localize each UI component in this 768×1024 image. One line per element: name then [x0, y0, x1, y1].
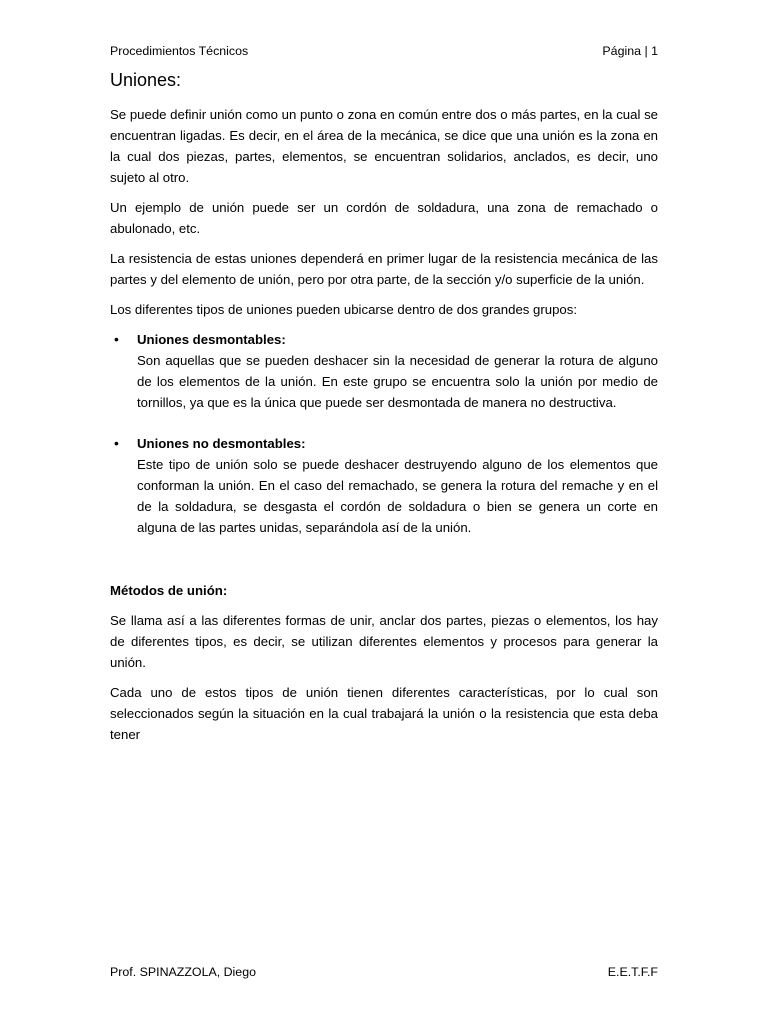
list-item-title: Uniones no desmontables: — [137, 436, 306, 451]
paragraph-definition: Se puede definir unión como un punto o zona en común entre dos o más partes, en la cual se encuentran ligadas. Es decir, en el área de la mecánica, se dice que una unión es la zona en la cual dos piezas, partes, elementos, se encuentran solidarios, anclados, es decir, uno sujeto al otro. — [110, 107, 658, 185]
list-item-desmontables — [110, 329, 658, 413]
list-item-text: Este tipo de unión solo se puede deshacer destruyendo alguno de los elementos que conforman la unión. En el caso del remachado, se genera la rotura del remache y en el de la soldadura, se desgasta el cordón de soldadura o bien se genera un corte en alguna de las partes unidas, separándola así de la unión. — [137, 457, 658, 535]
header-page-number: Página | 1 — [602, 44, 658, 58]
list-item-title: Uniones desmontables: — [137, 332, 286, 347]
header-document-title: Procedimientos Técnicos — [110, 44, 249, 58]
paragraph-example: Un ejemplo de unión puede ser un cordón de soldadura, una zona de remachado o abulonado, etc. — [110, 200, 658, 236]
page-header — [110, 43, 658, 59]
footer-school: E.E.T.F.F — [607, 965, 658, 979]
bullet-icon: • — [114, 435, 119, 451]
document-body — [110, 68, 658, 754]
paragraph-methods-definition: Se llama así a las diferentes formas de unir, anclar dos partes, piezas o elementos, los hay de diferentes tipos, es decir, se utilizan diferentes elementos y procesos para generar la unión. — [110, 613, 658, 670]
section-heading-methods: Métodos de unión: — [110, 583, 228, 598]
paragraph-methods-characteristics: Cada uno de estos tipos de unión tienen diferentes características, por lo cual son seleccionados según la situación en la cual trabajará la unión o la resistencia que esta deba tener — [110, 685, 658, 742]
union-types-list — [110, 329, 658, 538]
paragraph-groups-intro: Los diferentes tipos de uniones pueden ubicarse dentro de dos grandes grupos: — [110, 302, 578, 317]
page-footer — [110, 964, 658, 980]
page-title: Uniones: — [110, 70, 182, 90]
footer-author: Prof. SPINAZZOLA, Diego — [110, 965, 256, 979]
list-item-no-desmontables — [110, 433, 658, 538]
bullet-icon: • — [114, 331, 119, 347]
list-item-text: Son aquellas que se pueden deshacer sin la necesidad de generar la rotura de alguno de los elementos de la unión. En este grupo se encuentra solo la unión por medio de tornillos, ya que es la única que puede ser desmontada de manera no destructiva. — [137, 353, 658, 410]
paragraph-resistance: La resistencia de estas uniones dependerá en primer lugar de la resistencia mecánica de las partes y del elemento de unión, pero por otra parte, de la sección y/o superficie de la unión. — [110, 251, 658, 287]
